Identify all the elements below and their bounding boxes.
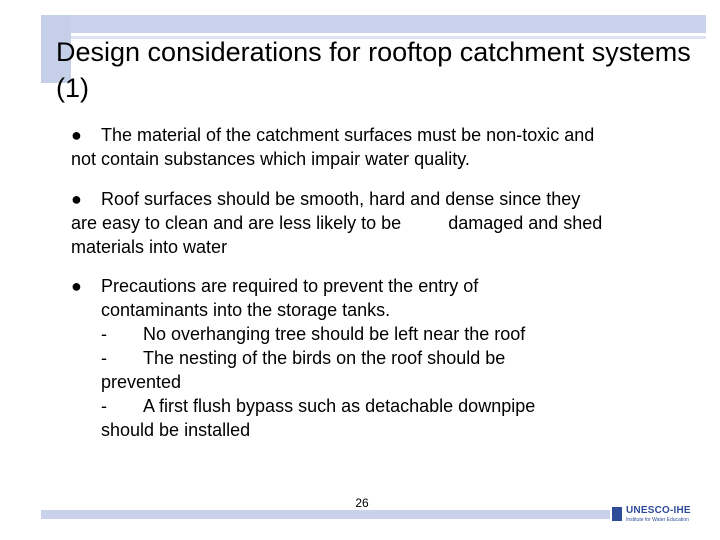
paragraph-3-line-2: contaminants into the storage tanks. — [101, 300, 391, 320]
paragraph-2-line-1: Roof surfaces should be smooth, hard and dense since they — [101, 189, 581, 209]
sub-item-1-text: No overhanging tree should be left near the roof — [143, 324, 526, 344]
paragraph-1-line-1: The material of the catchment surfaces must be non-toxic and — [101, 125, 595, 145]
paragraph-2-line-3: materials into water — [71, 237, 228, 257]
sub-item-2 — [71, 346, 701, 370]
paragraph-2-line-2b: damaged and shed — [448, 213, 603, 233]
sub-item-1 — [71, 322, 701, 346]
sub-item-2-text: The nesting of the birds on the roof should be — [143, 348, 506, 368]
bullet-icon: ● — [71, 276, 82, 296]
sub-item-3-text: A first flush bypass such as detachable downpipe — [143, 396, 536, 416]
paragraph-1 — [71, 123, 701, 171]
unesco-ihe-logo — [612, 505, 712, 527]
dash-marker: - — [101, 324, 107, 344]
header-decoration-bar — [71, 15, 706, 33]
paragraph-3 — [71, 274, 701, 442]
dash-marker: - — [101, 348, 107, 368]
bullet-icon: ● — [71, 125, 82, 145]
logo-text: UNESCO-IHE — [626, 505, 691, 516]
sub-item-3 — [71, 394, 701, 418]
paragraph-3-line-1: Precautions are required to prevent the entry of — [101, 276, 479, 296]
logo-mark-icon — [612, 507, 622, 521]
paragraph-1-line-2: not contain substances which impair water quality. — [71, 149, 470, 169]
slide-title: Design considerations for rooftop catchment systems (1) — [56, 37, 691, 103]
page-number: 26 — [355, 496, 369, 510]
sub-item-2-continuation: prevented — [101, 372, 182, 392]
sub-item-3-continuation: should be installed — [101, 420, 251, 440]
bullet-icon: ● — [71, 189, 82, 209]
logo-subtext: Institute for Water Education — [626, 517, 689, 523]
footer-decoration-bar — [41, 510, 610, 519]
dash-marker: - — [101, 396, 107, 416]
paragraph-2-line-2a: are easy to clean and are less likely to be — [71, 213, 402, 233]
paragraph-2 — [71, 187, 701, 259]
